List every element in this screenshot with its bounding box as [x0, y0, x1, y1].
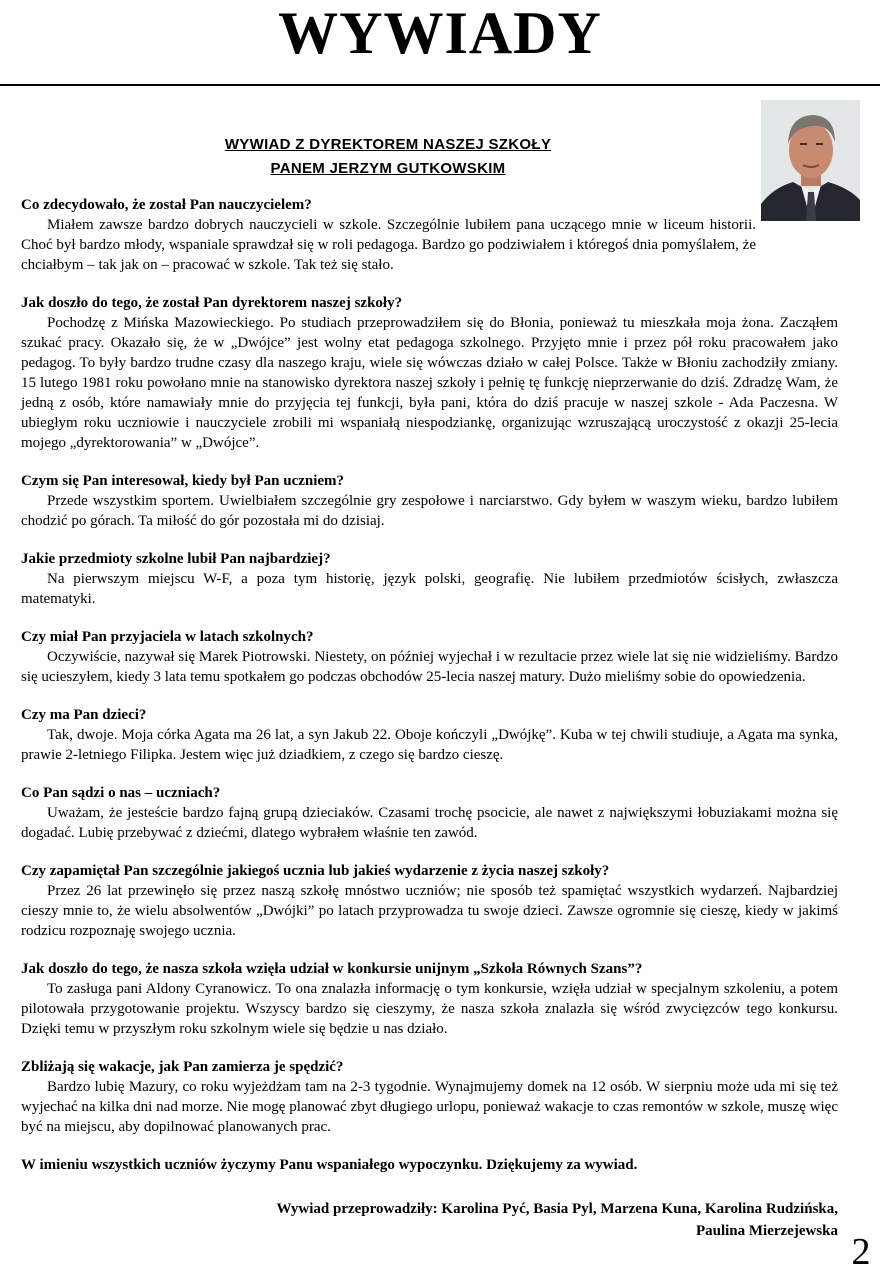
answer: Tak, dwoje. Moja córka Agata ma 26 lat, a syn Jakub 22. Oboje kończyli „Dwójkę”. Kuba w tej chwili studiuje, a Agata ma synka, prawie 2-letniego Filipka. Jestem więc już dziadkiem, z czego się bardzo cieszę.: [21, 727, 838, 763]
qa-item: [21, 1057, 838, 1137]
page-title: WYWIADY: [278, 0, 602, 66]
question: Czy ma Pan dzieci?: [21, 707, 147, 723]
credits-line-2: Paulina Mierzejewska: [695, 1223, 838, 1239]
qa-item: [21, 705, 838, 765]
page-number: 2: [851, 1231, 871, 1273]
qa-item: [21, 549, 838, 609]
question: Co Pan sądzi o nas – uczniach?: [21, 785, 221, 801]
interview-credits: [180, 1198, 838, 1242]
question: Jak doszło do tego, że nasza szkoła wzięła udział w konkursie unijnym „Szkoła Równych Szans”?: [21, 961, 643, 977]
qa-item: [21, 293, 838, 453]
interview-title-line-1: WYWIAD Z DYREKTOREM NASZEJ SZKOŁY: [224, 136, 552, 153]
qa-item: [21, 959, 838, 1039]
qa-item: [21, 861, 838, 941]
question: Jak doszło do tego, że został Pan dyrektorem naszej szkoły?: [21, 295, 403, 311]
answer: Przez 26 lat przewinęło się przez naszą szkołę mnóstwo uczniów; nie sposób też spamiętać wszystkich wydarzeń. Najbardziej cieszy mnie to, że wielu absolwentów „Dwójki” po latach przyprowadza tu swoje dzieci. Zawsze ogromnie się cieszę, kiedy w jakimś rodzicu rozpoznaję swojego ucznia.: [21, 883, 838, 939]
question: Czym się Pan interesował, kiedy był Pan uczniem?: [21, 473, 345, 489]
qa-item: [21, 627, 838, 687]
qa-item: [21, 783, 838, 843]
question: Co zdecydowało, że został Pan nauczycielem?: [21, 197, 312, 213]
answer: Bardzo lubię Mazury, co roku wyjeżdżam tam na 2-3 tygodnie. Wynajmujemy domek na 12 osób. W sierpniu może uda mi się też wyjechać na kilka dni nad morze. Nie mogę planować zbyt długiego urlopu, ponieważ wakacje to czas remontów w szkole, muszę więc być na miejscu, aby dopilnować planowanych prac.: [21, 1079, 838, 1135]
interview-title-line-2: PANEM JERZYM GUTKOWSKIM: [270, 160, 506, 177]
interview-heading: [160, 133, 616, 181]
question: Czy miał Pan przyjaciela w latach szkolnych?: [21, 629, 314, 645]
answer: To zasługa pani Aldony Cyranowicz. To ona znalazła informację o tym konkursie, wzięła udział w specjalnym szkoleniu, a potem pilotowała przygotowanie projektu. Wszyscy bardzo się cieszymy, że nasza szkoła znalazła się wśród zwycięzców tego konkursu. Dzięki temu w przyszłym roku szkolnym wiele się będzie u nas działo.: [21, 981, 838, 1037]
interview-body: [21, 195, 838, 1175]
question: Jakie przedmioty szkolne lubił Pan najbardziej?: [21, 551, 331, 567]
question: Czy zapamiętał Pan szczególnie jakiegoś ucznia lub jakieś wydarzenie z życia naszej szkoły?: [21, 863, 610, 879]
answer: Oczywiście, nazywał się Marek Piotrowski. Niestety, on później wyjechał i w rezultacie przez wiele lat się nie widzieliśmy. Bardzo się ucieszyłem, kiedy 3 lata temu spotkałem go podczas obchodów 25-lecia naszej matury. Dużo mieliśmy sobie do opowiedzenia.: [21, 649, 838, 685]
closing-wishes: W imieniu wszystkich uczniów życzymy Panu wspaniałego wypoczynku. Dziękujemy za wywiad.: [21, 1157, 638, 1173]
answer: Na pierwszym miejscu W-F, a poza tym historię, język polski, geografię. Nie lubiłem przedmiotów ścisłych, zwłaszcza matematyki.: [21, 571, 838, 607]
answer: Miałem zawsze bardzo dobrych nauczycieli w szkole. Szczególnie lubiłem pana uczącego mnie w liceum historii. Choć był bardzo młody, wspaniale sprawdzał się w roli pedagoga. Bardzo go podziwiałem i któregoś dnia pomyślałem, że chciałbym – tak jak on – pracować w szkole. Tak też się stało.: [21, 217, 756, 273]
answer: Przede wszystkim sportem. Uwielbiałem szczególnie gry zespołowe i narciarstwo. Gdy byłem w waszym wieku, bardzo lubiłem chodzić po górach. Ta miłość do gór pozostała mi do dzisiaj.: [21, 493, 838, 529]
qa-item: [21, 195, 838, 275]
credits-line-1: Wywiad przeprowadziły: Karolina Pyć, Basia Pyl, Marzena Kuna, Karolina Rudzińska,: [276, 1201, 838, 1217]
answer: Uważam, że jesteście bardzo fajną grupą dzieciaków. Czasami trochę psocicie, ale nawet z największymi łobuziakami można się dogadać. Lubię przebywać z dziećmi, dlatego wybrałem właśnie ten zawód.: [21, 805, 838, 841]
answer: Pochodzę z Mińska Mazowieckiego. Po studiach przeprowadziłem się do Błonia, ponieważ tu mieszkała moja żona. Zacząłem szukać pracy. Okazało się, że w „Dwójce” jest wolny etat pedagoga szkolnego. Przyjęto mnie i przez pół roku pracowałem jako pedagog. To były bardzo trudne czasy dla naszego kraju, wiele się wówczas działo w całej Polsce. Także w Błoniu zachodziły zmiany. 15 lutego 1981 roku powołano mnie na stanowisko dyrektora naszej szkoły i pełnię tę funkcję nieprzerwanie do dziś. Zdradzę Wam, że jedną z osób, które namawiały mnie do przyjęcia tej funkcji, była pani, która do dziś pracuje w naszej szkole - Ada Paczesna. W ubiegłym roku uczniowie i nauczyciele zrobili mi wspaniałą niespodziankę, organizując wzruszającą uroczystość z okazji 25-lecia mojego „dyrektorowania” w „Dwójce”.: [21, 315, 838, 451]
header-rule: [0, 84, 880, 86]
qa-item: [21, 471, 838, 531]
question: Zbliżają się wakacje, jak Pan zamierza je spędzić?: [21, 1059, 344, 1075]
